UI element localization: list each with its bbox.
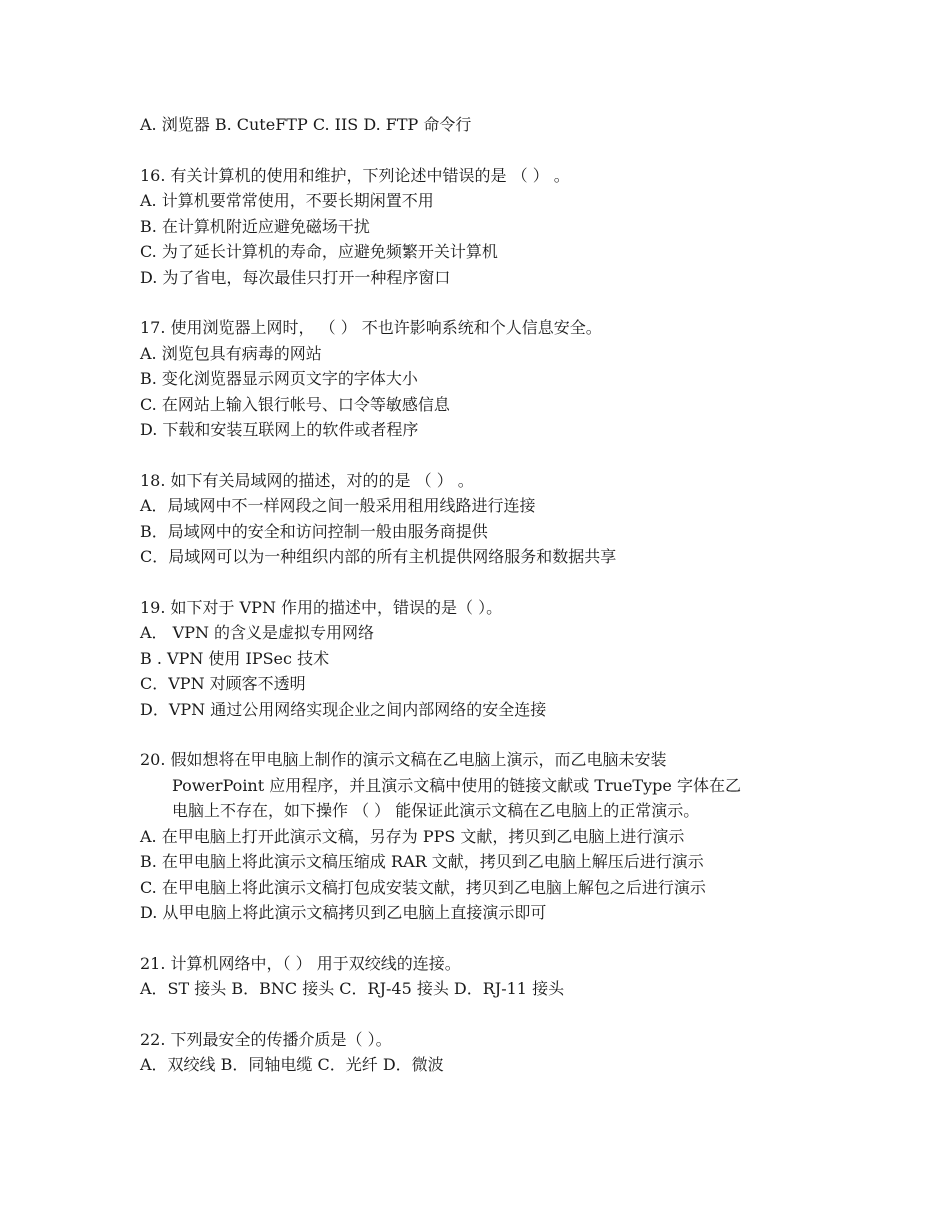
question-stem: 20. 假如想将在甲电脑上制作的演示文稿在乙电脑上演示，而乙电脑未安装 — [140, 750, 667, 769]
question-18 — [140, 468, 830, 570]
option-b: B. 变化浏览器显示网页文字的字体大小 — [140, 369, 418, 388]
question-stem: 16. 有关计算机的使用和维护，下列论述中错误的是 （ ） 。 — [140, 165, 570, 185]
option-c: C．VPN 对顾客不透明 — [140, 674, 306, 693]
question-stem-continued: 电脑上不存在，如下操作 （ ） 能保证此演示文稿在乙电脑上的正常演示。 — [172, 801, 700, 820]
option-c: C. 在网站上输入银行帐号、口令等敏感信息 — [140, 394, 450, 414]
option-c: C. 在甲电脑上将此演示文稿打包成安装文献，拷贝到乙电脑上解包之后进行演示 — [140, 877, 706, 897]
option-d: D. 下载和安装互联网上的软件或者程序 — [140, 420, 419, 439]
question-22 — [140, 1027, 830, 1078]
option-a: A．局域网中不一样网段之间一般采用租用线路进行连接 — [140, 496, 536, 515]
question-list — [140, 112, 830, 1078]
option-line: A．双绞线 B．同轴电缆 C．光纤 D．微波 — [140, 1055, 444, 1074]
question-stem: 22. 下列最安全的传播介质是（ ）。 — [140, 1029, 392, 1049]
option-d: D．VPN 通过公用网络实现企业之间内部网络的安全连接 — [140, 699, 547, 719]
question-stem: 19. 如下对于 VPN 作用的描述中，错误的是（ ）。 — [140, 597, 503, 617]
option-b: B . VPN 使用 IPSec 技术 — [140, 648, 330, 668]
question-stem: 21. 计算机网络中，（ ） 用于双绞线的连接。 — [140, 953, 461, 973]
question-15-tail — [140, 112, 830, 138]
option-line: A. 浏览器 B. CuteFTP C. IIS D. FTP 命令行 — [140, 115, 472, 134]
question-17 — [140, 315, 830, 443]
option-line: A．ST 接头 B．BNC 接头 C．RJ-45 接头 D．RJ-11 接头 — [140, 979, 565, 998]
option-b: B．局域网中的安全和访问控制一般由服务商提供 — [140, 521, 488, 541]
question-21 — [140, 951, 830, 1002]
question-stem: 17. 使用浏览器上网时， （ ） 不也许影响系统和个人信息安全。 — [140, 318, 602, 337]
option-a: A. 在甲电脑上打开此演示文稿，另存为 PPS 文献，拷贝到乙电脑上进行演示 — [140, 826, 685, 846]
question-stem: 18. 如下有关局域网的描述，对的的是 （ ） 。 — [140, 470, 474, 490]
option-a: A. 计算机要常常使用，不要长期闲置不用 — [140, 191, 434, 210]
option-c: C．局域网可以为一种组织内部的所有主机提供网络服务和数据共享 — [140, 547, 617, 566]
option-a: A． VPN 的含义是虚拟专用网络 — [140, 623, 375, 642]
question-20 — [140, 747, 830, 926]
question-16 — [140, 163, 830, 291]
option-d: D. 为了省电，每次最佳只打开一种程序窗口 — [140, 267, 451, 287]
question-stem-continued: PowerPoint 应用程序，并且演示文稿中使用的链接文献或 TrueType 字体在乙 — [172, 775, 741, 795]
question-19 — [140, 595, 830, 723]
option-c: C. 为了延长计算机的寿命，应避免频繁开关计算机 — [140, 242, 498, 261]
option-d: D. 从甲电脑上将此演示文稿拷贝到乙电脑上直接演示即可 — [140, 903, 547, 922]
option-b: B. 在甲电脑上将此演示文稿压缩成 RAR 文献，拷贝到乙电脑上解压后进行演示 — [140, 852, 704, 871]
option-b: B. 在计算机附近应避免磁场干扰 — [140, 216, 370, 236]
option-a: A. 浏览包具有病毒的网站 — [140, 343, 322, 363]
